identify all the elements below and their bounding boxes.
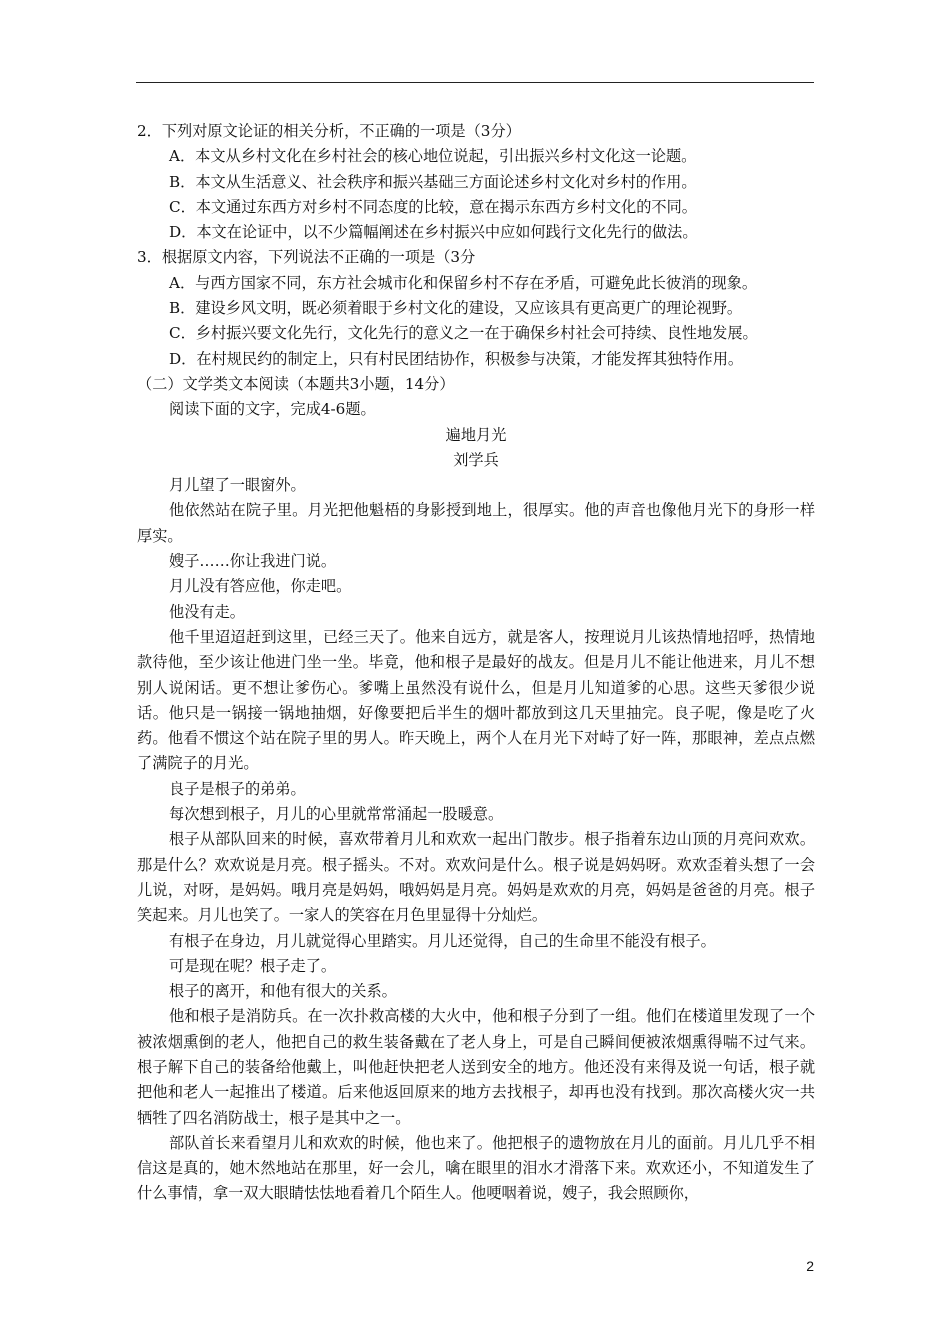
story-paragraph: 有根子在身边，月儿就觉得心里踏实。月儿还觉得，自己的生命里不能没有根子。 [169, 931, 716, 950]
story-paragraph: 根子的离开，和他有很大的关系。 [169, 982, 397, 1001]
story-paragraph: 每次想到根子，月儿的心里就常常涌起一股暖意。 [169, 805, 504, 824]
question-2-option-c: C．本文通过东西方对乡村不同态度的比较，意在揭示东西方乡村文化的不同。 [169, 197, 697, 216]
page-content [137, 119, 815, 1207]
question-3-option-a: A．与西方国家不同，东方社会城市化和保留乡村不存在矛盾，可避免此长彼消的现象。 [169, 273, 758, 292]
story-author: 刘学兵 [453, 450, 499, 469]
question-2-option-b: B．本文从生活意义、社会秩序和振兴基础三方面论述乡村文化对乡村的作用。 [169, 172, 697, 191]
page-number: 2 [806, 1258, 814, 1274]
section-heading: （二）文学类文本阅读（本题共3小题，14分） [137, 374, 455, 393]
story-paragraph: 他和根子是消防兵。在一次扑救高楼的大火中，他和根子分到了一组。他们在楼道里发现了一个被浓烟熏倒的老人，他把自己的救生装备戴在了老人身上，可是自己瞬间便被浓烟熏得喘不过气来。根子解下自己的装备给他戴上，叫他赶快把老人送到安全的地方。他还没有来得及说一句话，根子就把他和老人一起推出了楼道。后来他返回原来的地方去找根子，却再也没有找到。那次高楼火灾一共牺牲了四名消防战士，根子是其中之一。 [137, 1007, 815, 1127]
question-3-option-b: B．建设乡风文明，既必须着眼于乡村文化的建设，又应该具有更高更广的理论视野。 [169, 299, 743, 318]
story-paragraph: 他没有走。 [169, 602, 245, 621]
story-paragraph: 他依然站在院子里。月光把他魁梧的身影授到地上，很厚实。他的声音也像他月光下的身形一样厚实。 [137, 501, 815, 545]
story-paragraph: 根子从部队回来的时候，喜欢带着月儿和欢欢一起出门散步。根子指着东边山顶的月亮问欢欢。那是什么？欢欢说是月亮。根子摇头。不对。欢欢问是什么。根子说是妈妈呀。欢欢歪着头想了一会儿说，对呀，是妈妈。哦月亮是妈妈，哦妈妈是月亮。妈妈是欢欢的月亮，妈妈是爸爸的月亮。根子笑起来。月儿也笑了。一家人的笑容在月色里显得十分灿烂。 [137, 830, 815, 925]
question-3-option-d: D．在村规民约的制定上，只有村民团结协作，积极参与决策，才能发挥其独特作用。 [169, 349, 744, 368]
story-paragraph: 部队首长来看望月儿和欢欢的时候，他也来了。他把根子的遗物放在月儿的面前。月儿几乎不相信这是真的，她木然地站在那里，好一会儿，噙在眼里的泪水才滑落下来。欢欢还小，不知道发生了什么事情，拿一双大眼睛怯怯地看着几个陌生人。他哽咽着说，嫂子，我会照顾你， [137, 1133, 815, 1203]
question-2-option-a: A．本文从乡村文化在乡村社会的核心地位说起，引出振兴乡村文化这一论题。 [169, 147, 697, 166]
story-paragraph: 他千里迢迢赶到这里，已经三天了。他来自远方，就是客人，按理说月儿该热情地招呼，热情地款待他，至少该让他进门坐一坐。毕竟，他和根子是最好的战友。但是月儿不能让他进来，月儿不想别人说闲话。更不想让爹伤心。爹嘴上虽然没有说什么，但是月儿知道爹的心思。这些天爹很少说话。他只是一锅接一锅地抽烟，好像要把后半生的烟叶都放到这几天里抽完。良子呢，像是吃了火药。他看不惯这个站在院子里的男人。昨天晚上，两个人在月光下对峙了好一阵，那眼神，差点点燃了满院子的月光。 [137, 627, 815, 773]
question-3-stem: 3．根据原文内容，下列说法不正确的一项是（3分 [137, 248, 476, 267]
story-paragraph: 月儿没有答应他，你走吧。 [169, 577, 352, 596]
story-paragraph: 可是现在呢？根子走了。 [169, 956, 337, 975]
story-paragraph: 嫂子……你让我进门说。 [169, 552, 337, 571]
question-3-option-c: C．乡村振兴要文化先行，文化先行的意义之一在于确保乡村社会可持续、良性地发展。 [169, 324, 758, 343]
section-instruction: 阅读下面的文字，完成4-6题。 [169, 400, 376, 419]
question-2-stem: 2．下列对原文论证的相关分析，不正确的一项是（3分） [137, 122, 521, 140]
story-paragraph: 良子是根子的弟弟。 [169, 779, 306, 798]
story-title: 遍地月光 [445, 425, 507, 444]
question-2-option-d: D．本文在论证中，以不少篇幅阐述在乡村振兴中应如何践行文化先行的做法。 [169, 223, 698, 242]
story-paragraph: 月儿望了一眼窗外。 [169, 476, 306, 495]
header-rule [136, 82, 814, 83]
